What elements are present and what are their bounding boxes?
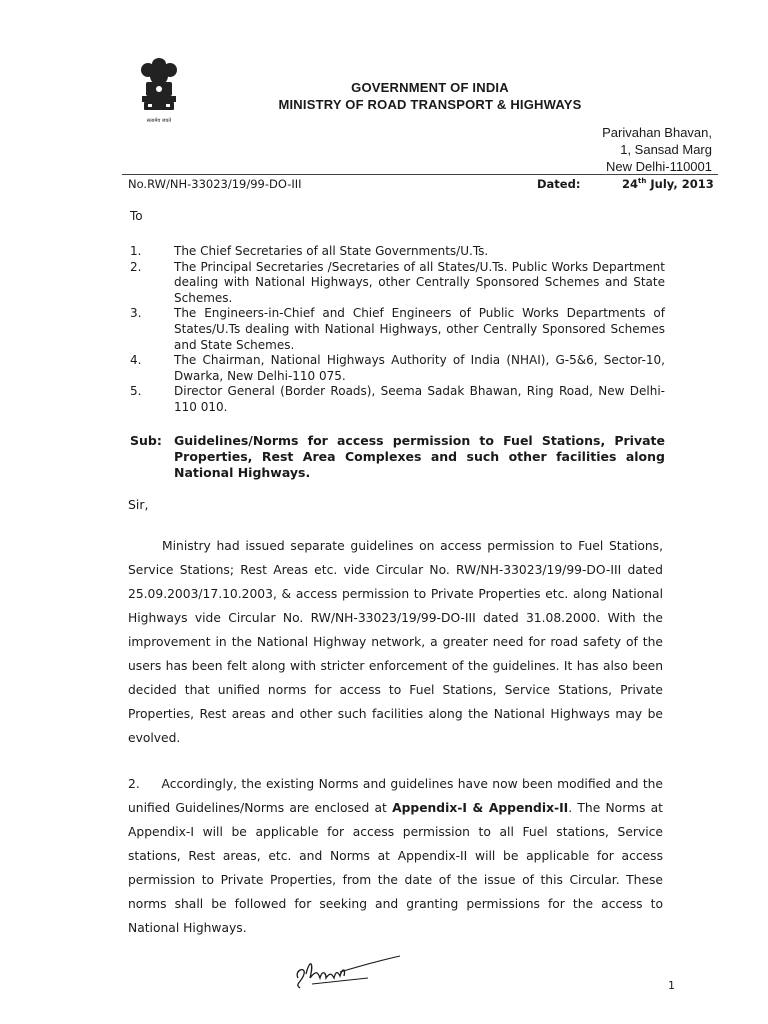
paragraph-1: Ministry had issued separate guidelines on access permission to Fuel Stations, Service Stations; Rest Areas etc. vide Circular No. RW/NH-33023/19/99-DO-III dated 25.09.2003/17.10.2003, & access permission to Private Properties etc. along National Highways vide Circular No. RW/NH-33023/19/99-DO-III dated 31.08.2000. With the improvement in the National Highway network, a greater need for road safety of the users has been felt along with stricter enforcement of the guidelines. It has also been decided that unified norms for access to Fuel Stations, Service Stations, Private Properties, Rest areas and other such facilities along the National Highways may be evolved. (128, 539, 663, 745)
address-block (602, 124, 712, 175)
list-item-text: The Chairman, National Highways Authority of India (NHAI), G-5&6, Sector-10, Dwarka, New Delhi-110 075. (174, 353, 665, 383)
list-item-text: The Principal Secretaries /Secretaries of all States/U.Ts. Public Works Department dealing with National Highways, other Centrally Sponsored Schemes and State Schemes. (174, 259, 665, 305)
address-line-2: 1, Sansad Marg (620, 142, 712, 157)
emblem-caption: सत्यमेव जयते (146, 118, 172, 124)
list-item-number: 4. (130, 353, 142, 368)
list-item (130, 244, 665, 260)
subject-text: Guidelines/Norms for access permission to Fuel Stations, Private Properties, Rest Area Complexes and such other facilities along National Highways. (174, 433, 665, 480)
list-item-text: Director General (Border Roads), Seema Sadak Bhawan, Ring Road, New Delhi-110 010. (174, 384, 665, 414)
subject-label: Sub: (130, 433, 162, 448)
reference-number: No.RW/NH-33023/19/99-DO-III (128, 177, 302, 191)
list-item (130, 260, 665, 307)
government-title: GOVERNMENT OF INDIA (351, 80, 509, 95)
paragraph-2-text-b: . The Norms at Appendix-I will be applicable for access permission to all Fuel stations, Service stations, Rest areas, etc. and Norms at Appendix-II will be applicable for access permission to Private Properties, from the date of the issue of this Circular. These norms shall be followed for seeking and granting permissions for the access to National Highways. (128, 801, 663, 935)
list-item-number: 5. (130, 384, 142, 399)
date-suffix: th (638, 177, 647, 186)
letter-date (622, 177, 714, 191)
to-label: To (130, 209, 143, 223)
list-item (130, 353, 665, 384)
list-item-number: 1. (130, 244, 142, 258)
header-rule (122, 174, 718, 175)
list-item (130, 306, 665, 353)
salutation: Sir, (128, 497, 149, 512)
list-item-number: 3. (130, 306, 142, 321)
recipient-list (130, 244, 665, 416)
appendix-reference: Appendix-I & Appendix-II (392, 801, 569, 815)
page-number: 1 (668, 979, 675, 992)
address-line-1: Parivahan Bhavan, (602, 125, 712, 140)
list-item (130, 384, 665, 415)
address-line-3: New Delhi-110001 (606, 159, 712, 174)
list-item-text: The Chief Secretaries of all State Governments/U.Ts. (174, 244, 489, 258)
list-item-text: The Engineers-in-Chief and Chief Engineers of Public Works Departments of States/U.Ts dealing with National Highways, other Centrally Sponsored Schemes and State Schemes. (174, 306, 665, 352)
dated-label: Dated: (537, 177, 581, 191)
date-day: 24 (622, 177, 639, 191)
subject-line (130, 433, 665, 481)
national-emblem-icon (136, 54, 182, 126)
list-item-number: 2. (130, 259, 142, 274)
signature-image (290, 948, 410, 994)
paragraph-2 (128, 772, 667, 940)
paragraph-2-text-a: 2. Accordingly, the existing Norms and guidelines have now been modified and the unified Guidelines/Norms are enclosed at (128, 777, 667, 815)
date-rest: July, 2013 (646, 177, 714, 191)
ministry-title: MINISTRY OF ROAD TRANSPORT & HIGHWAYS (278, 97, 582, 112)
